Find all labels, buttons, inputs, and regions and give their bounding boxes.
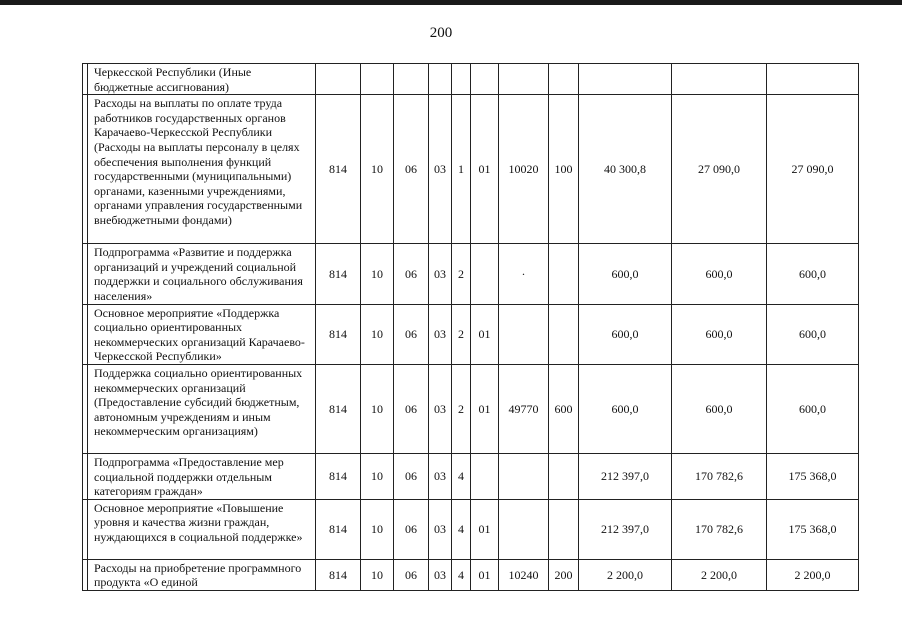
amount-year1: 40 300,8 — [579, 95, 672, 244]
table-row — [83, 453, 859, 499]
row-name-cell: Основное мероприятие «Повышение уровня и качества жизни граждан, нуждающихся в социальной поддержке» — [88, 499, 316, 559]
table-row — [83, 559, 859, 590]
code-ministry: 814 — [316, 499, 361, 559]
amount-year1: 600,0 — [579, 364, 672, 453]
code-expense-type: 200 — [549, 559, 579, 590]
amount-year2: 600,0 — [672, 304, 767, 364]
code-subsection — [394, 64, 429, 95]
code-direction — [499, 499, 549, 559]
code-section: 10 — [361, 244, 394, 304]
code-section: 10 — [361, 95, 394, 244]
amount-year3: 27 090,0 — [767, 95, 859, 244]
code-program: 03 — [429, 499, 452, 559]
amount-year3: 600,0 — [767, 304, 859, 364]
amount-year1: 600,0 — [579, 304, 672, 364]
code-subsection: 06 — [394, 364, 429, 453]
code-subsection: 06 — [394, 453, 429, 499]
code-subsection: 06 — [394, 95, 429, 244]
code-event: 01 — [471, 364, 499, 453]
amount-year2 — [672, 64, 767, 95]
code-subprogram — [452, 64, 471, 95]
table-row — [83, 95, 859, 244]
code-subprogram: 2 — [452, 244, 471, 304]
code-program — [429, 64, 452, 95]
code-expense-type — [549, 453, 579, 499]
amount-year3: 175 368,0 — [767, 453, 859, 499]
code-direction — [499, 453, 549, 499]
amount-year2: 170 782,6 — [672, 499, 767, 559]
row-name-cell: Черкесской Республики (Иные бюджетные ассигнования) — [88, 64, 316, 95]
code-program: 03 — [429, 95, 452, 244]
code-section: 10 — [361, 304, 394, 364]
code-section: 10 — [361, 559, 394, 590]
top-border-bar — [0, 0, 902, 5]
code-section — [361, 64, 394, 95]
code-program: 03 — [429, 304, 452, 364]
row-name-cell: Подпрограмма «Предоставление мер социальной поддержки отдельным категориям граждан» — [88, 453, 316, 499]
code-direction: 10020 — [499, 95, 549, 244]
table-row — [83, 364, 859, 453]
code-expense-type: 600 — [549, 364, 579, 453]
code-program: 03 — [429, 364, 452, 453]
code-subprogram: 2 — [452, 364, 471, 453]
amount-year3: 175 368,0 — [767, 499, 859, 559]
table-row — [83, 499, 859, 559]
row-name-cell: Основное мероприятие «Поддержка социально ориентированных некоммерческих организаций Карачаево-Черкесской Республики» — [88, 304, 316, 364]
code-expense-type — [549, 64, 579, 95]
amount-year1: 212 397,0 — [579, 453, 672, 499]
amount-year3: 600,0 — [767, 244, 859, 304]
code-section: 10 — [361, 453, 394, 499]
code-subprogram: 2 — [452, 304, 471, 364]
budget-table — [82, 63, 859, 591]
code-program: 03 — [429, 453, 452, 499]
code-event: 01 — [471, 304, 499, 364]
code-event — [471, 453, 499, 499]
amount-year2: 600,0 — [672, 364, 767, 453]
table-row — [83, 304, 859, 364]
code-expense-type — [549, 304, 579, 364]
table-row — [83, 244, 859, 304]
code-ministry — [316, 64, 361, 95]
code-direction — [499, 64, 549, 95]
code-direction — [499, 304, 549, 364]
code-subsection: 06 — [394, 499, 429, 559]
code-expense-type — [549, 499, 579, 559]
code-subprogram: 4 — [452, 453, 471, 499]
amount-year1: 212 397,0 — [579, 499, 672, 559]
row-name-cell: Расходы на выплаты по оплате труда работников государственных органов Карачаево-Черкесской Республики (Расходы на выплаты персоналу в целях обеспечения выполнения функций государственными (муниципальными) органами, казенными учреждениями, органами управления государственными внебюджетными фондами) — [88, 95, 316, 244]
code-subsection: 06 — [394, 244, 429, 304]
code-event: 01 — [471, 95, 499, 244]
code-event: 01 — [471, 499, 499, 559]
code-ministry: 814 — [316, 364, 361, 453]
code-ministry: 814 — [316, 559, 361, 590]
amount-year2: 600,0 — [672, 244, 767, 304]
amount-year2: 27 090,0 — [672, 95, 767, 244]
code-event — [471, 244, 499, 304]
amount-year1: 2 200,0 — [579, 559, 672, 590]
code-expense-type: 100 — [549, 95, 579, 244]
table-row — [83, 64, 859, 95]
amount-year3 — [767, 64, 859, 95]
amount-year1 — [579, 64, 672, 95]
code-program: 03 — [429, 559, 452, 590]
code-subsection: 06 — [394, 559, 429, 590]
amount-year2: 2 200,0 — [672, 559, 767, 590]
code-ministry: 814 — [316, 453, 361, 499]
code-section: 10 — [361, 499, 394, 559]
row-name-cell: Поддержка социально ориентированных некоммерческих организаций (Предоставление субсидий бюджетным, автономным учреждениям и иным некоммерческим организациям) — [88, 364, 316, 453]
code-program: 03 — [429, 244, 452, 304]
code-direction: · — [499, 244, 549, 304]
amount-year2: 170 782,6 — [672, 453, 767, 499]
code-subprogram: 4 — [452, 499, 471, 559]
code-direction: 10240 — [499, 559, 549, 590]
page-number: 200 — [429, 25, 453, 41]
code-section: 10 — [361, 364, 394, 453]
code-event — [471, 64, 499, 95]
amount-year3: 600,0 — [767, 364, 859, 453]
code-expense-type — [549, 244, 579, 304]
amount-year1: 600,0 — [579, 244, 672, 304]
code-ministry: 814 — [316, 244, 361, 304]
code-subsection: 06 — [394, 304, 429, 364]
code-ministry: 814 — [316, 95, 361, 244]
code-subprogram: 1 — [452, 95, 471, 244]
amount-year3: 2 200,0 — [767, 559, 859, 590]
code-direction: 49770 — [499, 364, 549, 453]
code-event: 01 — [471, 559, 499, 590]
code-ministry: 814 — [316, 304, 361, 364]
row-name-cell: Расходы на приобретение программного продукта «О единой — [88, 559, 316, 590]
row-name-cell: Подпрограмма «Развитие и поддержка организаций и учреждений социальной поддержки и социального обслуживания населения» — [88, 244, 316, 304]
code-subprogram: 4 — [452, 559, 471, 590]
